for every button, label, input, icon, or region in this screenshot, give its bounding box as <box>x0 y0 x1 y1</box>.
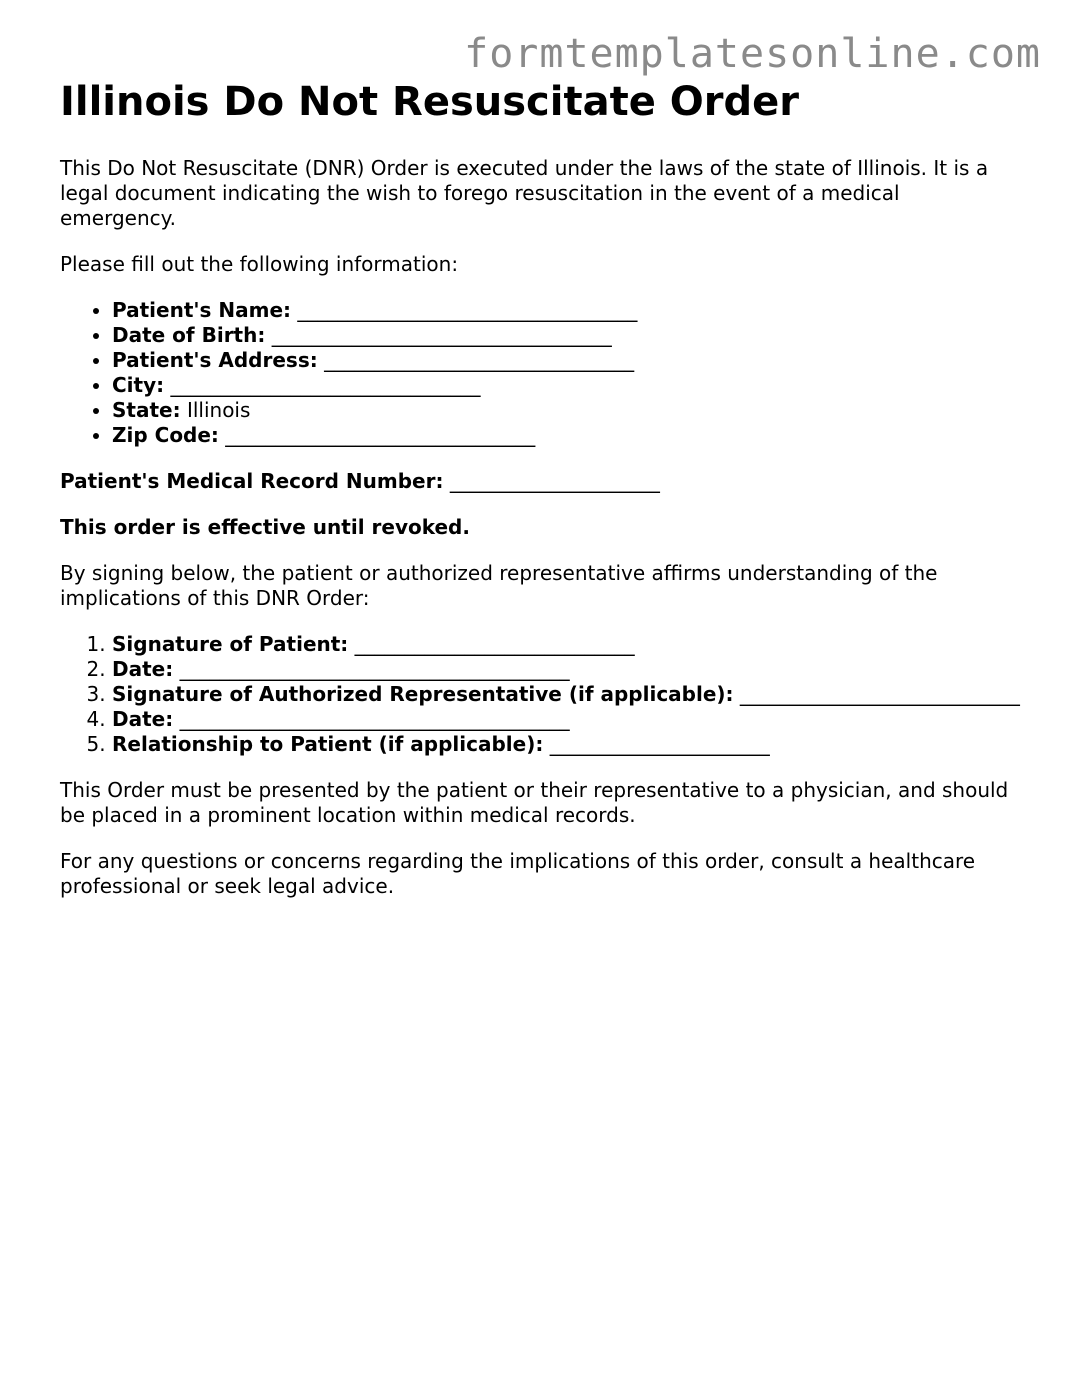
field-label-patient-address: Patient's Address: <box>112 348 318 372</box>
document-body <box>60 78 1020 920</box>
city-field[interactable]: _______________________________ <box>170 373 481 397</box>
effective-note-text: This order is effective until revoked. <box>60 515 470 539</box>
representative-signature-date-field[interactable]: _______________________________________ <box>179 707 570 731</box>
field-label-city: City: <box>112 373 165 397</box>
relationship-to-patient-field[interactable]: ______________________ <box>549 732 770 756</box>
closing-note: For any questions or concerns regarding the implications of this order, consult a healthcare professional or seek legal advice. <box>60 849 976 898</box>
list-item <box>112 298 1020 323</box>
patient-signature-date-field[interactable]: _______________________________________ <box>179 657 570 681</box>
list-item <box>112 323 1020 348</box>
list-item <box>112 373 1020 398</box>
signing-intro-paragraph: By signing below, the patient or authorized representative affirms understanding of the implications of this DNR Order: <box>60 561 938 610</box>
list-item <box>112 732 1020 757</box>
field-label-medical-record-number: Patient's Medical Record Number: <box>60 469 444 493</box>
watermark: formtemplatesonline.com <box>464 31 1041 77</box>
list-item <box>112 682 1020 707</box>
medical-record-number-field[interactable]: _____________________ <box>449 469 660 493</box>
patient-info-list <box>60 298 1020 448</box>
list-item <box>112 348 1020 373</box>
field-label-zip-code: Zip Code: <box>112 423 219 447</box>
medical-record-line <box>60 469 1020 494</box>
list-item <box>112 632 1020 657</box>
field-label-patient-name: Patient's Name: <box>112 298 292 322</box>
presentation-note: This Order must be presented by the patient or their representative to a physician, and should be placed in a prominent location within medical records. <box>60 778 1009 827</box>
field-label-date: Date: <box>112 707 174 731</box>
state-value: Illinois <box>186 398 251 422</box>
patient-signature-field[interactable]: ____________________________ <box>354 632 635 656</box>
list-item <box>112 398 1020 423</box>
field-label-signature-of-patient: Signature of Patient: <box>112 632 349 656</box>
patient-name-field[interactable]: __________________________________ <box>297 298 638 322</box>
field-label-relationship-to-patient: Relationship to Patient (if applicable): <box>112 732 544 756</box>
patient-address-field[interactable]: _______________________________ <box>324 348 635 372</box>
intro-paragraph: This Do Not Resuscitate (DNR) Order is executed under the laws of the state of Illinois. It is a legal document indicating the wish to forego resuscitation in the event of a medical emergency. <box>60 156 989 230</box>
instructions-paragraph: Please fill out the following information: <box>60 252 459 276</box>
list-item <box>112 707 1020 732</box>
list-item <box>112 423 1020 448</box>
list-item <box>112 657 1020 682</box>
zip-code-field[interactable]: _______________________________ <box>225 423 536 447</box>
date-of-birth-field[interactable]: __________________________________ <box>271 323 612 347</box>
effective-note <box>60 515 1020 540</box>
representative-signature-field[interactable]: ____________________________ <box>739 682 1020 706</box>
field-label-date: Date: <box>112 657 174 681</box>
field-label-date-of-birth: Date of Birth: <box>112 323 266 347</box>
signature-list <box>60 632 1020 757</box>
page-title: Illinois Do Not Resuscitate Order <box>60 79 799 125</box>
field-label-signature-of-representative: Signature of Authorized Representative (if applicable): <box>112 682 734 706</box>
field-label-state: State: <box>112 398 181 422</box>
